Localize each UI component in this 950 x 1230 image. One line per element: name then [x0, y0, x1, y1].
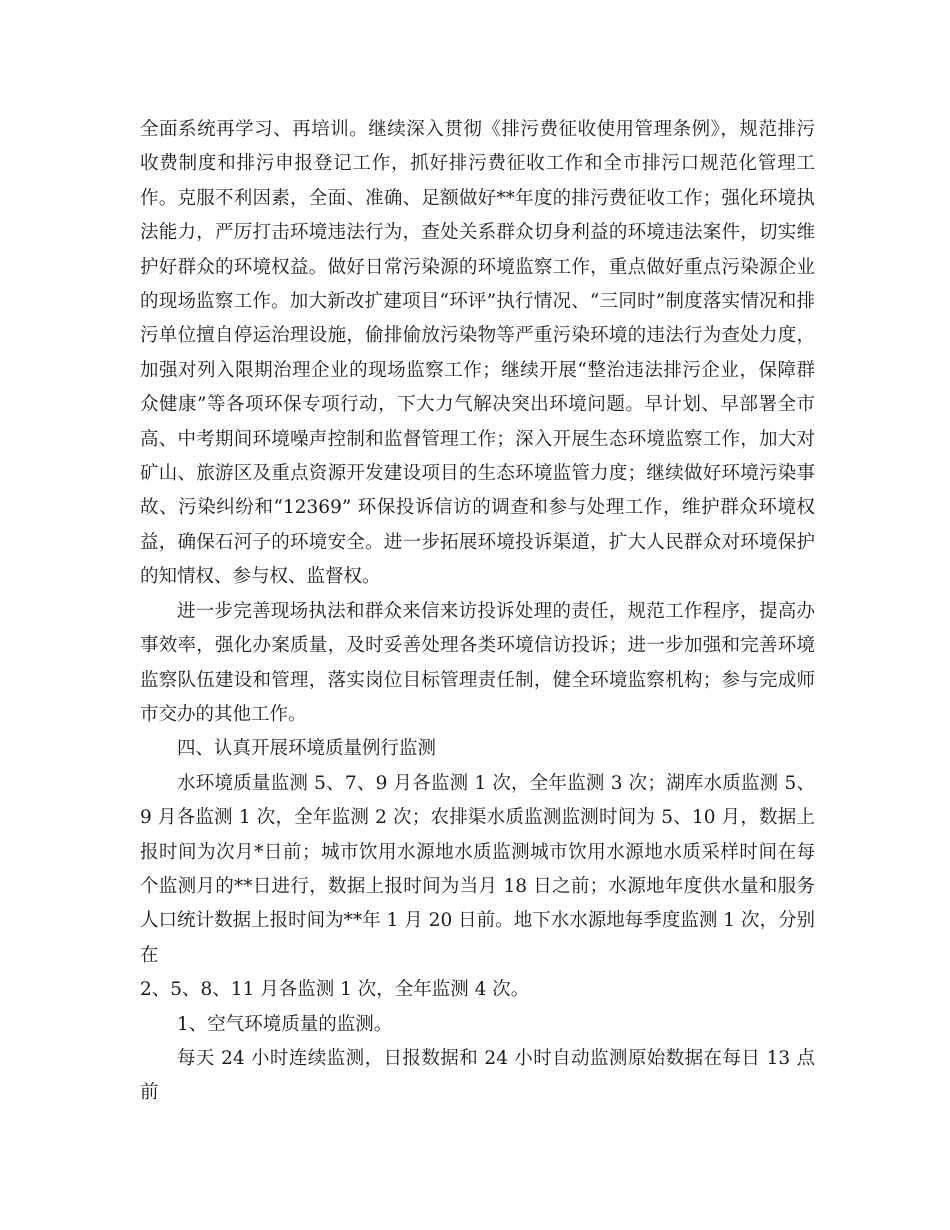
paragraph: 水环境质量监测 5、7、9 月各监测 1 次，全年监测 3 次；湖库水质监测 5、9 月各监测 1 次，全年监测 2 次；农排渠水质监测监测时间为 5、10 月，数据上报时间为次月*日前；城市饮用水源地水质监测城市饮用水源地水质采样时间在每个监测月的**日进行，数据上报时间为当月 18 日之前；水源地年度供水量和服务人口统计数据上报时间为**年 1 月 20 日前。地下水水源地每季度监测 1 次，分别在: [140, 772, 815, 966]
section-heading: 四、认真开展环境质量例行监测: [177, 738, 437, 760]
subsection-heading: 1、空气环境质量的监测。: [177, 1013, 393, 1035]
paragraph-continued: 2、5、8、11 月各监测 1 次，全年监测 4 次。: [140, 979, 530, 1001]
paragraph: 进一步完善现场执法和群众来信来访投诉处理的责任，规范工作程序，提高办事效率，强化办案质量，及时妥善处理各类环境信访投诉；进一步加强和完善环境监察队伍建设和管理，落实岗位目标管理责任制，健全环境监察机构；参与完成师市交办的其他工作。: [140, 600, 815, 725]
paragraph: 每天 24 小时连续监测，日报数据和 24 小时自动监测原始数据在每日 13 点前: [140, 1047, 815, 1104]
paragraph-continued: 全面系统再学习、再培训。继续深入贯彻《排污费征收使用管理条例》，规范排污收费制度和排污申报登记工作，抓好排污费征收工作和全市排污口规范化管理工作。克服不利因素，全面、准确、足额做好**年度的排污费征收工作；强化环境执法能力，严厉打击环境违法行为，查处关系群众切身利益的环境违法案件，切实维护好群众的环境权益。做好日常污染源的环境监察工作，重点做好重点污染源企业的现场监察工作。加大新改扩建项目“环评”执行情况、“三同时”制度落实情况和排污单位擅自停运治理设施，偷排偷放污染物等严重污染环境的违法行为查处力度，加强对列入限期治理企业的现场监察工作；继续开展“整治违法排污企业，保障群众健康”等各项环保专项行动，下大力气解决突出环境问题。早计划、早部署全市高、中考期间环境噪声控制和监督管理工作；深入开展生态环境监察工作，加大对矿山、旅游区及重点资源开发建设项目的生态环境监管力度；继续做好环境污染事故、污染纠纷和“12369” 环保投诉信访的调查和参与处理工作，维护群众环境权益，确保石河子的环境安全。进一步拓展环境投诉渠道，扩大人民群众对环境保护的知情权、参与权、监督权。: [140, 119, 815, 588]
document-body: [140, 113, 815, 1111]
